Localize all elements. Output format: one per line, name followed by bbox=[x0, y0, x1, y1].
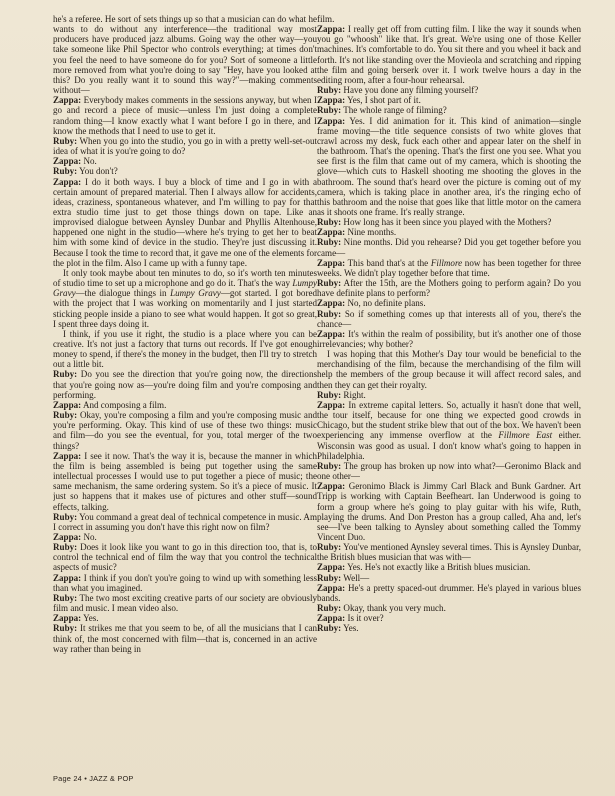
paragraph-text: I think if you don't you're going to wind up with something less than what you imagined. bbox=[53, 572, 317, 593]
speaker-label: Ruby: bbox=[317, 217, 342, 228]
interview-paragraph bbox=[317, 217, 581, 227]
paragraph-text: You've mentioned Aynsley several times. This is Aynsley Dunbar, the British blues musician that was with— bbox=[317, 542, 581, 563]
interview-paragraph bbox=[53, 623, 317, 653]
speaker-label: Ruby: bbox=[53, 135, 78, 146]
speaker-label: Zappa: bbox=[317, 399, 346, 410]
speaker-label: Ruby: bbox=[317, 460, 342, 471]
speaker-label: Ruby: bbox=[53, 542, 78, 553]
speaker-label: Ruby: bbox=[317, 105, 342, 116]
speaker-label: Zappa: bbox=[53, 399, 82, 410]
interview-paragraph bbox=[317, 623, 581, 633]
paragraph-text: Yes. bbox=[343, 623, 359, 634]
speaker-label: Ruby: bbox=[317, 237, 342, 248]
speaker-label: Zappa: bbox=[317, 481, 346, 492]
interview-paragraph bbox=[53, 369, 317, 399]
paragraph-text: Nine months. Did you rehearse? Did you get together before you came— bbox=[317, 237, 581, 258]
speaker-label: Zappa: bbox=[317, 95, 346, 106]
paragraph-text: So if something comes up that interests all of you, there's the chance— bbox=[317, 308, 581, 329]
paragraph-text: It only took maybe about ten minutes to do, so it's worth ten minutes of studio time to set up a microphone and go do it. That's the way Lumpy Gravy—the dialogue things in Lumpy Gravy—got started. I got bored with the project that I was working on momentarily and I just started sticking people inside a piano to see what would happen. It got so great, I spent three days doing it. bbox=[53, 267, 317, 329]
interview-paragraph bbox=[53, 410, 317, 451]
paragraph-text: And composing a film. bbox=[82, 399, 167, 410]
speaker-label: Ruby: bbox=[317, 572, 342, 583]
speaker-label: Zappa: bbox=[317, 613, 346, 624]
paragraph-text: In extreme capital letters. So, actually it hasn't done that well, the tour itself, because for one thing we expected good crowds in Chicago, but the student strike blew that out of the box. We haven't been experiencing any immense overflow at the Fillmore East either. Wisconsin was good as usual. I don't know what's going to happen in Philadelphia. bbox=[317, 399, 581, 461]
speaker-label: Zappa: bbox=[53, 450, 82, 461]
paragraph-text: The whole range of filming? bbox=[343, 105, 447, 116]
paragraph-text: I see it now. That's the way it is, because the manner in which the film is being assembled is being put together using the same intellectual processes I would use to put together a piece of music; the same mechanism, the same ordering system. So it's a piece of music. It just so happens that it makes use of pictures and other stuff—sound effects, talking. bbox=[53, 450, 317, 512]
interview-paragraph bbox=[53, 156, 317, 166]
paragraph-text: Yes. bbox=[83, 613, 99, 624]
paragraph-text: The group has broken up now into what?—Geronimo Black and one other— bbox=[317, 460, 581, 482]
paragraph-text: Do you see the direction that you're going now, the directions that you're going now as—you're doing film and you're composing and performing. bbox=[53, 369, 317, 400]
left-column bbox=[53, 14, 317, 772]
speaker-label: Zappa: bbox=[53, 176, 82, 187]
speaker-label: Ruby: bbox=[317, 603, 342, 614]
interview-paragraph bbox=[317, 349, 581, 390]
paragraph-text: Okay, you're composing a film and you're composing music and you're performing. Okay. This kind of use of these two things: music and film—do you see the eventual, for you, total merger of the two things? bbox=[53, 410, 317, 451]
paragraph-text: Yes. He's not exactly like a British blues musician. bbox=[347, 562, 531, 573]
speaker-label: Ruby: bbox=[317, 85, 342, 96]
paragraph-text: He's a pretty spaced-out drummer. He's played in various blues bands. bbox=[317, 582, 581, 603]
paragraph-text: No. bbox=[83, 156, 97, 167]
paragraph-text: I really get off from cutting film. I like the way it sounds when you go "whoosh" like that. It's great. We're using one of those Keller machines. It's comfortable to do. You sit there and you wheel it back and forth. It's not like standing over the Movieola and scratching and ripping the film and going berserk over it. I work twelve hours a day in the editing room, after a four-hour rehearsal. bbox=[317, 24, 581, 85]
speaker-label: Zappa: bbox=[53, 531, 82, 542]
paragraph-text: Well— bbox=[343, 572, 370, 583]
interview-paragraph bbox=[317, 105, 581, 115]
speaker-label: Zappa: bbox=[317, 227, 346, 238]
paragraph-text: You don't? bbox=[79, 166, 118, 177]
speaker-label: Zappa: bbox=[317, 562, 346, 573]
interview-paragraph bbox=[53, 329, 317, 370]
paragraph-text: I think, if you use it right, the studio is a place where you can be creative. It's not just a factory that turns out records. If I've got enough money to spend, if there's the money in the budget, then I'll try to stretch out a little bit. bbox=[53, 328, 317, 370]
paragraph-text: film. bbox=[317, 14, 335, 24]
paragraph-text: Okay, thank you very much. bbox=[343, 603, 446, 614]
interview-paragraph bbox=[53, 532, 317, 542]
speaker-label: Zappa: bbox=[317, 24, 346, 35]
speaker-label: Ruby: bbox=[53, 623, 78, 634]
speaker-label: Ruby: bbox=[53, 410, 78, 421]
interview-paragraph bbox=[317, 85, 581, 95]
interview-paragraph bbox=[317, 583, 581, 603]
interview-paragraph bbox=[317, 298, 581, 308]
paragraph-text: It strikes me that you seem to be, of all the musicians that I can think of, the most concerned with film—that is, concerned in an active way rather than being in bbox=[53, 623, 317, 654]
paragraph-text: No. bbox=[83, 531, 97, 542]
speaker-label: Zappa: bbox=[53, 613, 82, 624]
interview-paragraph bbox=[53, 14, 317, 95]
paragraph-text: Nine months. bbox=[347, 227, 397, 238]
speaker-label: Zappa: bbox=[317, 298, 346, 309]
interview-paragraph bbox=[317, 573, 581, 583]
paragraph-text: It's within the realm of possibility, but it's another one of those irrelevancies; why bother? bbox=[317, 328, 581, 349]
paragraph-text: Yes, I shot part of it. bbox=[347, 95, 421, 106]
paragraph-text: You command a great deal of technical competence in music. Am I correct in assuming you don't have this right now on film? bbox=[53, 511, 317, 532]
interview-paragraph bbox=[317, 329, 581, 349]
paragraph-text: Yes. I did animation for it. This kind of animation—single frame moving—the title sequence consists of two white gloves that crawl across my desk, fuck each other and appear later on the shelf in the bathroom. That's the opening. That's the first one you see. What you see first is the film that came out of my camera, which is shooting the glove—which cuts to Haskell shooting me shooting the gloves in the bathroom. The sound that's heard over the picture is coming out of my camera, which is taking place in another area, it's the ringing echo of this bathroom and the noise that goes like that little motor on the camera as it shoots one frame. It's really strange. bbox=[317, 115, 581, 217]
speaker-label: Zappa: bbox=[317, 328, 346, 339]
paragraph-text: Have you done any filming yourself? bbox=[343, 85, 479, 96]
paragraph-text: The two most exciting creative parts of our society are obviously film and music. I mean video also. bbox=[53, 592, 317, 614]
speaker-label: Ruby: bbox=[317, 623, 342, 634]
speaker-label: Ruby: bbox=[317, 542, 342, 553]
speaker-label: Ruby: bbox=[53, 511, 78, 522]
paragraph-text: Right. bbox=[343, 389, 366, 400]
interview-paragraph bbox=[317, 400, 581, 461]
paragraph-text: he's a referee. He sort of sets things up so that a musician can do what he wants to do without any interference—the traditional way most producers have produced jazz albums. Going way the other way—you take someone like Phil Spector who controls everything; at times don't you feel the need to have someone do for you? Sort of someone a little more removed from what you're doing to say "Hey, have you looked at this? Do you really want it to sound this way?"—making comments without— bbox=[53, 14, 317, 96]
interview-paragraph bbox=[53, 136, 317, 156]
interview-paragraph bbox=[53, 573, 317, 593]
interview-paragraph bbox=[317, 227, 581, 237]
speaker-label: Zappa: bbox=[317, 115, 346, 126]
speaker-label: Ruby: bbox=[53, 166, 78, 177]
speaker-label: Zappa: bbox=[53, 572, 82, 583]
paragraph-text: After the 15th, are the Mothers going to perform again? Do you have definite plans to perform? bbox=[317, 278, 581, 299]
interview-paragraph bbox=[317, 603, 581, 613]
interview-paragraph bbox=[53, 166, 317, 176]
paragraph-text: I do it both ways. I buy a block of time and I go in with a certain amount of prepared material. Then I always allow for accidents, ideas, craziness, spontaneous whatever, and I'm willing to pay for that extra studio time just to get those things down on tape. Like an improvised dialogue between Aynsley Dunbar and Phyllis Altenhouse, happened one night in the studio—where he's trying to get her to beat him with some kind of device in the studio. They're just discussing it. Because I took the time to record that, it gave me one of the elements for the plot in the film. Also I came up with a funny tape. bbox=[53, 176, 317, 268]
interview-paragraph bbox=[53, 542, 317, 572]
page-folio: Page 24 • JAZZ & POP bbox=[53, 774, 134, 783]
interview-paragraph bbox=[53, 268, 317, 329]
interview-paragraph bbox=[317, 95, 581, 105]
interview-paragraph bbox=[53, 451, 317, 512]
speaker-label: Zappa: bbox=[53, 156, 82, 167]
speaker-label: Zappa: bbox=[53, 95, 82, 106]
right-column bbox=[317, 14, 581, 770]
speaker-label: Zappa: bbox=[317, 582, 346, 593]
interview-paragraph bbox=[317, 542, 581, 562]
speaker-label: Ruby: bbox=[317, 308, 342, 319]
paragraph-text: When you go into the studio, you go in with a pretty well-set-out idea of what it is you're going to do? bbox=[53, 135, 317, 157]
interview-paragraph bbox=[53, 400, 317, 410]
interview-paragraph bbox=[53, 593, 317, 613]
interview-paragraph bbox=[317, 24, 581, 85]
interview-paragraph bbox=[53, 613, 317, 623]
interview-paragraph bbox=[317, 461, 581, 481]
paragraph-text: Does it look like you want to go in this direction too, that is, to control the technical end of film the way that you control the technical aspects of music? bbox=[53, 542, 317, 573]
interview-paragraph bbox=[317, 14, 581, 24]
interview-paragraph bbox=[317, 237, 581, 257]
paragraph-text: How long has it been since you played with the Mothers? bbox=[343, 217, 552, 228]
paragraph-text: This band that's at the Fillmore now has been together for three weeks. We didn't play together before that time. bbox=[317, 257, 581, 278]
speaker-label: Ruby: bbox=[53, 369, 78, 380]
speaker-label: Ruby: bbox=[317, 278, 342, 289]
interview-paragraph bbox=[317, 390, 581, 400]
speaker-label: Ruby: bbox=[317, 389, 342, 400]
interview-paragraph bbox=[317, 562, 581, 572]
interview-paragraph bbox=[317, 613, 581, 623]
paragraph-text: Is it over? bbox=[347, 613, 384, 624]
interview-paragraph bbox=[317, 481, 581, 542]
paragraph-text: I was hoping that this Mother's Day tour would be beneficial to the merchandising of the film, because the merchandising of the film will help the members of the group because it will affect record sales, and then they can get their royalty. bbox=[317, 349, 581, 390]
interview-paragraph bbox=[53, 95, 317, 136]
interview-paragraph bbox=[317, 309, 581, 329]
speaker-label: Ruby: bbox=[53, 592, 78, 603]
paragraph-text: Geronimo Black is Jimmy Carl Black and Bunk Gardner. Art Tripp is working with Captain Beefheart. Ian Underwood is going to form a group where he's going to play guitar with his wife, Ruth, playing the drums. And Don Preston has a group called, Aha and, let's see—I've been talking to Aynsley about something called the Tommy Vincent Duo. bbox=[317, 481, 581, 542]
interview-paragraph bbox=[317, 258, 581, 278]
interview-paragraph bbox=[317, 278, 581, 298]
paragraph-text: No, no definite plans. bbox=[347, 298, 426, 309]
speaker-label: Zappa: bbox=[317, 257, 346, 268]
interview-paragraph bbox=[317, 116, 581, 218]
interview-paragraph bbox=[53, 512, 317, 532]
paragraph-text: Everybody makes comments in the sessions anyway, but when I go and record a piece of music—unless I'm just doing a complete random thing—I know exactly what I want before I go in there, and I know the methods that I need to use to get it. bbox=[53, 95, 317, 136]
interview-paragraph bbox=[53, 177, 317, 268]
